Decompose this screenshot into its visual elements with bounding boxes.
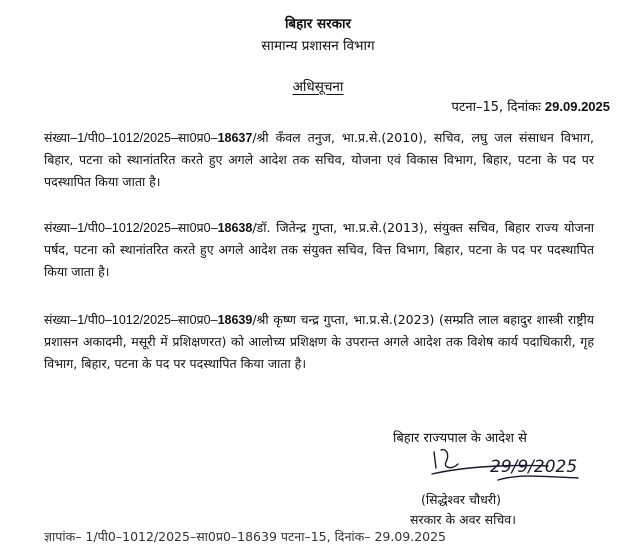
order-number: 18639 xyxy=(217,313,253,327)
order-prefix: संख्या–1/पी0–1012/2025–सा0प्र0– xyxy=(44,313,218,327)
governor-order-line: बिहार राज्यपाल के आदेश से xyxy=(393,431,527,446)
order-prefix: संख्या–1/पी0–1012/2025–सा0प्र0– xyxy=(44,221,218,235)
dateline-date: 29.09.2025 xyxy=(544,99,610,114)
department-name: सामान्य प्रशासन विभाग xyxy=(261,38,375,54)
order-paragraph xyxy=(44,217,594,283)
signer-designation: सरकार के अवर सचिव। xyxy=(410,512,516,527)
order-paragraph xyxy=(44,127,594,193)
handwritten-date: 29/9/2025 xyxy=(490,457,578,477)
government-title: बिहार सरकार xyxy=(284,16,352,32)
dateline-place: पटना–15, दिनांकः xyxy=(451,100,541,115)
order-number: 18638 xyxy=(217,221,253,235)
notification-heading-text: अधिसूचना xyxy=(292,79,344,95)
order-number: 18637 xyxy=(217,131,253,145)
order-prefix: संख्या–1/पी0–1012/2025–सा0प्र0– xyxy=(44,131,218,145)
order-paragraph xyxy=(44,309,594,375)
signer-name: (सिद्धेश्वर चौधरी) xyxy=(421,492,501,507)
order-text: /श्री कँवल तनुज, भा.प्र.से.(2010), सचिव, लघु जल संसाधन विभाग, बिहार, पटना को स्थानांतरित करते हुए अगले आदेश तक सचिव, योजना एवं विकास विभाग, बिहार, पटना के पद पर पदस्थापित किया जाता है। xyxy=(44,130,594,189)
order-text: /श्री कृष्ण चन्द्र गुप्ता, भा.प्र.से.(2023) (सम्प्रति लाल बहादुर शास्त्री राष्ट्रीय प्रशासन अकादमी, मसूरी में प्रशिक्षणरत) को आलोच्य प्रशिक्षण के उपरान्त अगले आदेश तक विशेष कार्य पदाधिकारी, गृह विभाग, बिहार, पटना के पद पर पदस्थापित किया जाता है। xyxy=(44,312,594,371)
cutoff-memo-line xyxy=(44,526,604,544)
cutoff-memo-text: ज्ञापांक– 1/पी0–1012/2025–सा0प्र0–18639 पटना–15, दिनांक– 29.09.2025 xyxy=(44,529,447,544)
notification-heading xyxy=(0,77,636,95)
order-text: /डॉ. जितेन्द्र गुप्ता, भा.प्र.से.(2013), संयुक्त सचिव, बिहार राज्य योजना पर्षद, पटना को स्थानांतरित करते हुए अगले आदेश तक संयुक्त सचिव, वित्त विभाग, बिहार, पटना के पद पर पदस्थापित किया जाता है। xyxy=(44,220,594,279)
dateline xyxy=(451,97,610,115)
